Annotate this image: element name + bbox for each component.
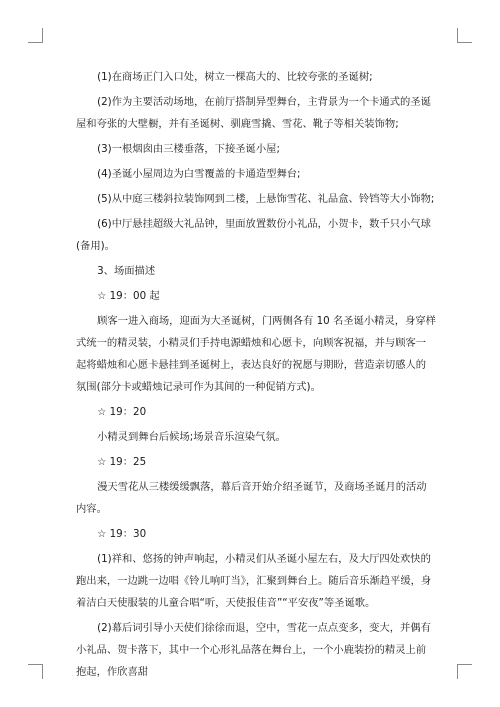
paragraph-decor-chimney: (3)一根烟囱由三楼垂落，下接圣诞小屋;	[97, 143, 280, 155]
time-marker-1925: ☆ 19：25	[97, 456, 147, 468]
crop-mark-top-left	[28, 28, 43, 43]
paragraph-scene-bells: (1)祥和、悠扬的钟声响起，小精灵们从圣诞小屋左右，及大厅四处欢快的跑出来，一边跳一边唱《铃儿响叮当》，汇聚到舞台上。随后音乐渐趋平缓，身着洁白天使服装的儿童合唱“听，天使报佳音”“平安夜”等圣诞歌。	[76, 553, 432, 609]
paragraph-decor-snow-stage: (4)圣诞小屋周边为白雪覆盖的卡通造型舞台;	[97, 168, 301, 180]
time-marker-1920: ☆ 19：20	[97, 406, 147, 418]
crop-mark-bottom-right	[457, 664, 472, 679]
crop-mark-top-right	[457, 28, 472, 43]
paragraph-decor-stage: (2)作为主要活动场地，在前厅搭制异型舞台，主背景为一个卡通式的圣诞屋和夸张的大壁橱，并有圣诞树、驯鹿雪撬、雪花、靴子等相关装饰物;	[76, 96, 431, 130]
document-body	[76, 66, 436, 683]
paragraph-scene-entrance: 顾客一进入商场，迎面为大圣诞树，门两侧各有 10 名圣诞小精灵，身穿样式统一的精灵装，小精灵们手持电源蜡烛和心愿卡，向顾客祝福，并与顾客一起将蜡烛和心愿卡悬挂到圣诞树上，表达良好的祝愿与期盼，营造亲切感人的氛围(部分卡或蜡烛记录可作为其间的一种促销方式)。	[76, 315, 436, 393]
paragraph-decor-tree: (1)在商场正门入口处，树立一棵高大的、比较夸张的圣诞树;	[97, 71, 373, 83]
paragraph-scene-angels: (2)幕后词引导小天使们徐徐而退，空中，雪花一点点变多，变大，并偶有小礼品、贺卡落下，其中一个心形礼品落在舞台上，一个小鹿装扮的精灵上前抱起，作欣喜甜	[76, 622, 431, 678]
paragraph-decor-gift-bell: (6)中厅悬挂超级大礼品钟，里面放置数份小礼品，小贺卡，数千只小气球(备用)。	[76, 218, 431, 252]
paragraph-decor-net: (5)从中庭三楼斜拉装饰网到二楼，上悬饰雪花、礼品盒、铃铛等大小饰物;	[97, 193, 435, 205]
paragraph-scene-snowfall: 漫天雪花从三楼缓缓飘落，幕后音开始介绍圣诞节，及商场圣诞月的活动内容。	[76, 481, 427, 515]
crop-mark-bottom-left	[28, 664, 43, 679]
paragraph-scene-backstage: 小精灵到舞台后候场;场景音乐渲染气氛。	[97, 431, 286, 443]
time-marker-1930: ☆ 19：30	[97, 528, 147, 540]
time-marker-1900: ☆ 19：00 起	[97, 290, 160, 302]
section-heading-scene: 3、场面描述	[97, 265, 156, 277]
